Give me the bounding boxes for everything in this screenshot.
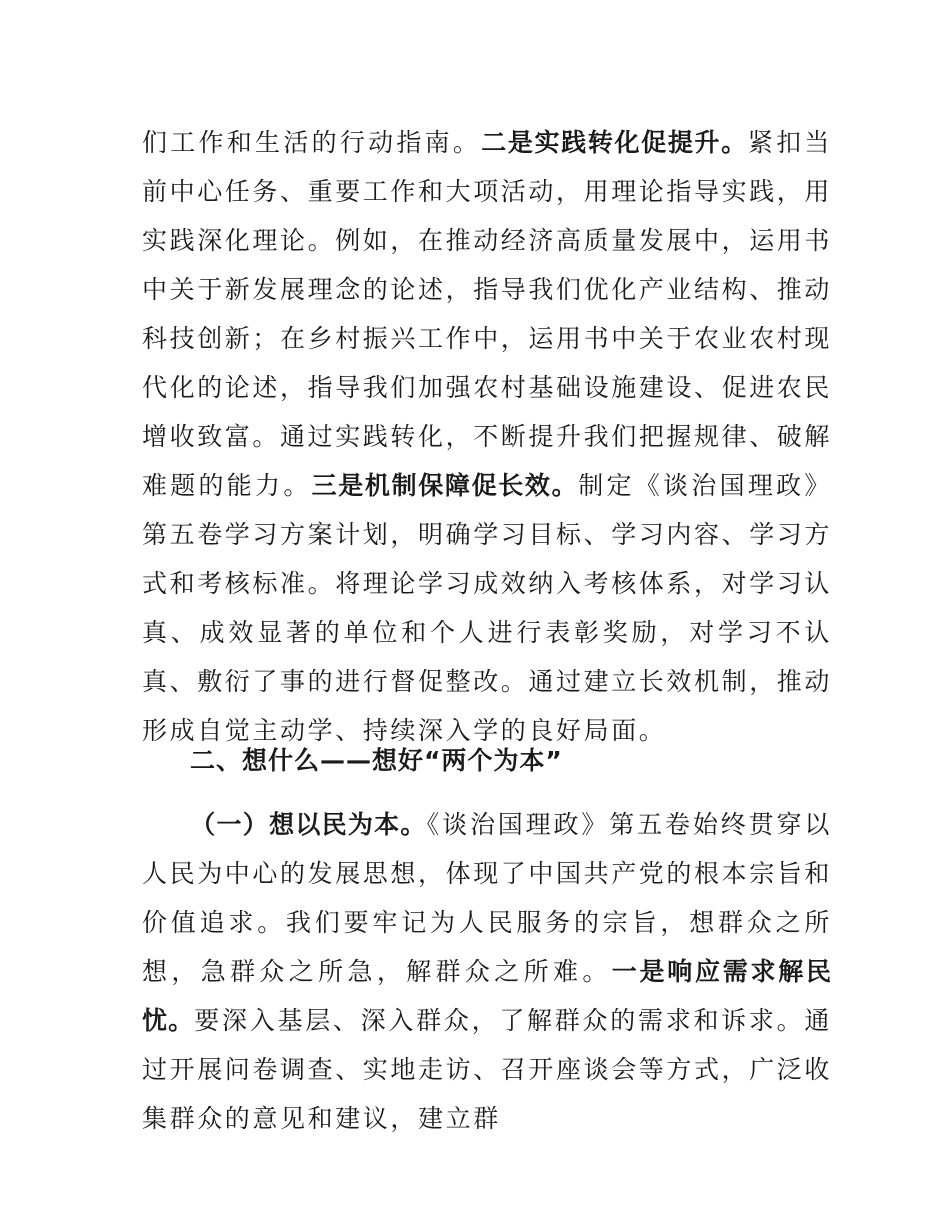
paragraph-text: 《谈治国理政》第五卷始终贯穿以人民为中心的发展思想，体现了中国共产党的根本宗旨和价值追求。我们要牢记为人民服务的宗旨，想群众之所想，急群众之所急，解群众之所难。 xyxy=(142,810,833,986)
paragraph-text: 制定《谈治国理政》第五卷学习方案计划，明确学习目标、学习内容、学习方式和考核标准。将理论学习成效纳入考核体系，对学习认真、成效显著的单位和个人进行表彰奖励，对学习不认真、敷衍了事的进行督促整改。通过建立长效机制，推动形成自觉主动学、持续深入学的良好局面。 xyxy=(142,471,833,745)
section-heading: 二、想什么——想好“两个为本” xyxy=(190,746,563,775)
paragraph-text: 紧扣当前中心任务、重要工作和大项活动，用理论指导实践，用实践深化理论。例如，在推动经济高质量发展中，运用书中关于新发展理念的论述，指导我们优化产业结构、推动科技创新；在乡村振兴工作中，运用书中关于农业农村现代化的论述，指导我们加强农村基础设施建设、促进农民增收致富。通过实践转化，不断提升我们把握规律、破解难题的能力。 xyxy=(142,128,833,500)
paragraph-text: 们工作和生活的行动指南。 xyxy=(142,128,482,157)
body-paragraph-practice-mechanism xyxy=(142,118,832,755)
paragraph-text: 要深入基层、深入群众，了解群众的需求和诉求。通过开展问卷调查、实地走访、召开座谈会等方式，广泛收集群众的意见和建议，建立群 xyxy=(142,1006,833,1133)
bold-point-practice: 二是实践转化促提升。 xyxy=(481,128,748,157)
bold-point-respond-needs: 一是响应需求解民忧。 xyxy=(142,957,832,1035)
body-paragraph-people-centered xyxy=(142,800,832,1143)
bold-point-mechanism: 三是机制保障促长效。 xyxy=(311,471,579,500)
subheading-people-first: （一）想以民为本。 xyxy=(190,810,427,839)
